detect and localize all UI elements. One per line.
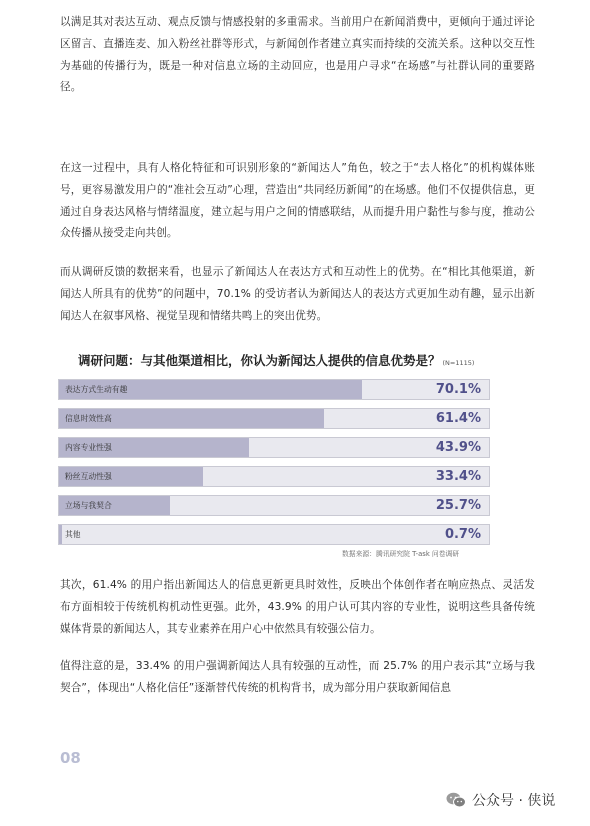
bar-value-label: 61.4% — [435, 411, 481, 426]
data-source: 数据来源：腾讯研究院 T-ask 问卷调研 — [342, 550, 460, 558]
bar-label: 表达方式生动有趣 — [65, 385, 128, 394]
watermark-text: 公众号 · 侠说 — [472, 793, 556, 809]
paragraph-4: 其次，61.4% 的用户指出新闻达人的信息更新更具时效性，反映出个体创作者在响应热点、灵活发布方面相较于传统机构机动性更强。此外，43.9% 的用户认可其内容的专业性，说明这些具备传统媒体背景的新闻达人，其专业素养在用户心中依然具有较强公信力。 — [60, 579, 535, 635]
bar-label: 信息时效性高 — [65, 414, 112, 423]
bar-row — [58, 437, 490, 458]
paragraph-1: 以满足其对表达互动、观点反馈与情感投射的多重需求。当前用户在新闻消费中，更倾向于通过评论区留言、直播连麦、加入粉丝社群等形式，与新闻创作者建立真实而持续的交流关系。这种以交互性为基础的传播行为，既是一种对信息立场的主动回应，也是用户寻求“在场感”与社群认同的重要路径。 — [60, 16, 535, 94]
paragraph-5: 值得注意的是，33.4% 的用户强调新闻达人具有较强的互动性，而 25.7% 的用户表示其“立场与我契合”，体现出“人格化信任”逐渐替代传统的机构背书，成为部分用户获取新闻信息 — [60, 660, 535, 694]
bar-row — [58, 379, 490, 400]
chart-title-block — [78, 350, 518, 369]
paragraph-2: 在这一过程中，具有人格化特征和可识别形象的“新闻达人”角色，较之于“去人格化”的机构媒体账号，更容易激发用户的“准社会互动”心理，营造出“共同经历新闻”的在场感。他们不仅提供信息，更通过自身表达风格与情绪温度，建立起与用户之间的情感联结，从而提升用户黏性与参与度，推动公众传播从接受走向共创。 — [60, 162, 535, 240]
watermark — [446, 790, 555, 810]
bar-label: 内容专业性强 — [65, 443, 112, 452]
chart-sample-size: (N=1115) — [442, 359, 475, 367]
bar — [59, 525, 62, 544]
wechat-icon — [446, 792, 466, 808]
paragraph-3: 而从调研反馈的数据来看，也显示了新闻达人在表达方式和互动性上的优势。在“相比其他渠道，新闻达人所具有的优势”的问题中，70.1% 的受访者认为新闻达人的表达方式更加生动有趣，显示出新闻达人在叙事风格、视觉呈现和情绪共鸣上的突出优势。 — [60, 266, 535, 322]
bar-value-label: 70.1% — [435, 382, 481, 397]
page-number: 08 — [60, 749, 81, 767]
chart-title: 调研问题：与其他渠道相比，你认为新闻达人提供的信息优势是？ — [78, 353, 441, 368]
bar-row — [58, 524, 490, 545]
bar-value-label: 43.9% — [435, 440, 481, 455]
bar-value-label: 0.7% — [444, 527, 481, 542]
bar-label: 立场与我契合 — [65, 501, 112, 510]
bar-label: 其他 — [65, 530, 81, 539]
bar-row — [58, 495, 490, 516]
bar-label: 粉丝互动性强 — [65, 472, 112, 481]
bar-row — [58, 466, 490, 487]
bar-value-label: 33.4% — [435, 469, 481, 484]
bar-value-label: 25.7% — [435, 498, 481, 513]
bar-row — [58, 408, 490, 429]
